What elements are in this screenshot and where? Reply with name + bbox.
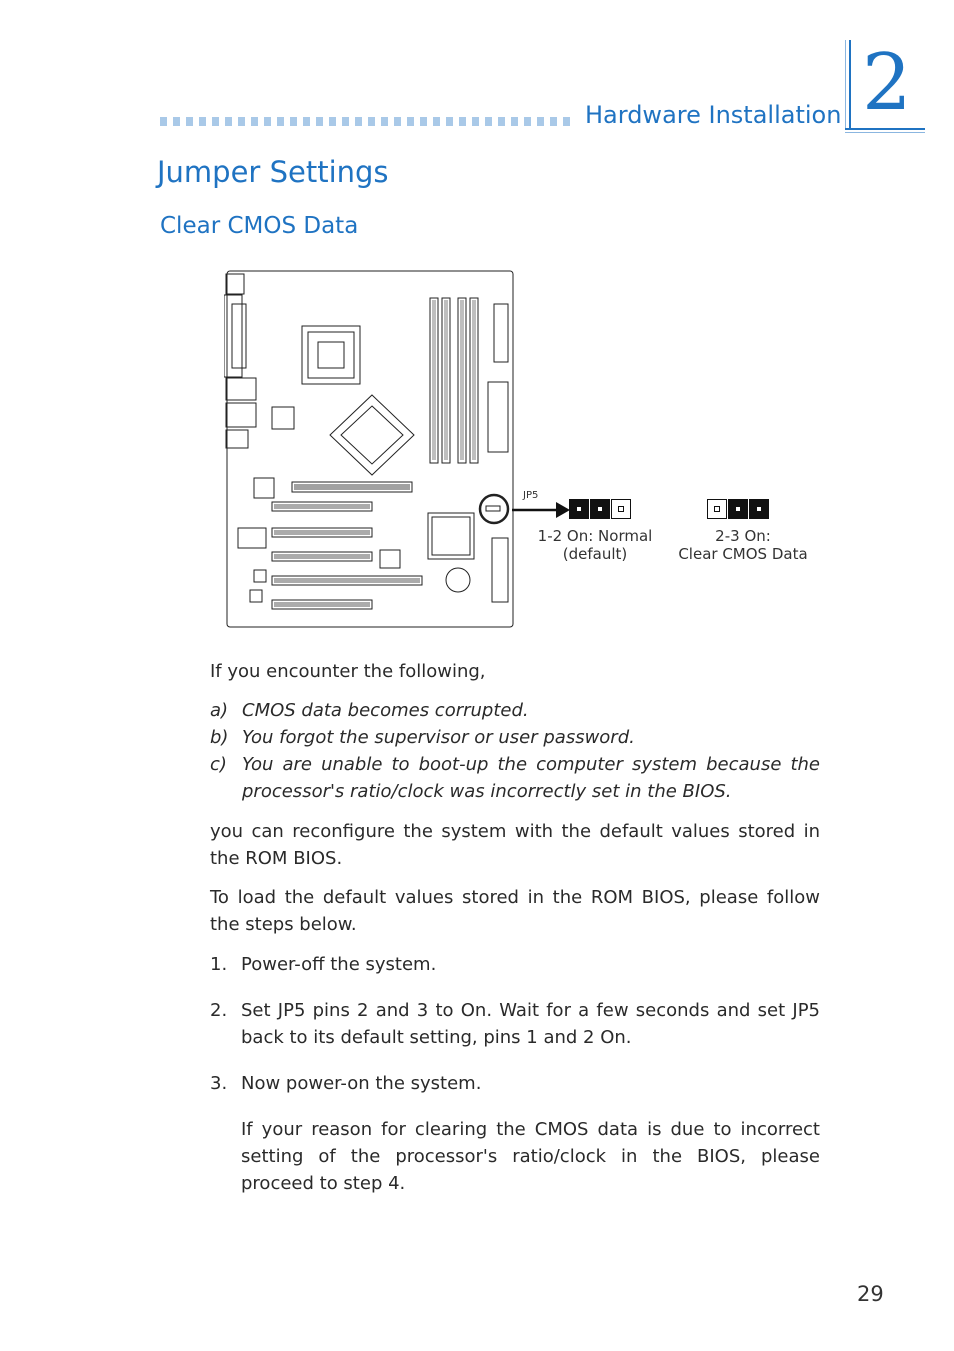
jumper-diagram-normal xyxy=(569,499,633,521)
caption-line: (default) xyxy=(562,545,628,563)
step-number: 3. xyxy=(210,1073,228,1094)
list-text: You forgot the supervisor or user password. xyxy=(242,727,635,748)
chapter-frame xyxy=(845,132,925,133)
step-item xyxy=(210,951,820,978)
caption-line: Clear CMOS Data xyxy=(678,545,808,563)
step-number: 2. xyxy=(210,1000,228,1021)
jumper-pin xyxy=(749,499,769,519)
caption-line: 1-2 On: Normal xyxy=(537,527,653,545)
list-item xyxy=(210,751,820,805)
list-text: CMOS data becomes corrupted. xyxy=(242,700,529,721)
step-text: Set JP5 pins 2 and 3 to On. Wait for a few seconds and set JP5 back to its default setting, pins 1 and 2 On. xyxy=(241,1000,820,1048)
jumper-pin xyxy=(728,499,748,519)
list-text: You are unable to boot-up the computer system because the processor's ratio/clock was incorrectly set in the BIOS. xyxy=(242,754,820,802)
chapter-frame xyxy=(845,128,925,130)
pointer-arrow-icon xyxy=(512,497,572,523)
condition-list xyxy=(210,697,820,805)
jumper-caption-clear xyxy=(668,527,818,563)
step-text: Now power-on the system. xyxy=(241,1073,482,1094)
list-item xyxy=(210,724,820,751)
jumper-pin xyxy=(590,499,610,519)
jumper-pin xyxy=(611,499,631,519)
chapter-number: 2 xyxy=(862,38,912,128)
jumper-diagram-clear xyxy=(707,499,771,521)
step-item xyxy=(210,1070,820,1097)
step-item xyxy=(210,997,820,1051)
caption-line: 2-3 On: xyxy=(715,527,771,545)
jumper-label: JP5 xyxy=(523,490,539,501)
section-title: Hardware Installation xyxy=(585,101,842,129)
jumper-pin xyxy=(707,499,727,519)
step-note: If your reason for clearing the CMOS data is due to incorrect setting of the processor's ratio/clock in the BIOS, please proceed to step 4. xyxy=(241,1119,820,1194)
paragraph: you can reconfigure the system with the default values stored in the ROM BIOS. xyxy=(210,821,820,869)
step-number: 1. xyxy=(210,954,228,975)
chapter-frame xyxy=(849,40,851,130)
chapter-frame xyxy=(845,40,846,130)
header-dotted-rule xyxy=(160,117,572,126)
page-title: Jumper Settings xyxy=(157,155,389,189)
page-number: 29 xyxy=(857,1282,884,1306)
step-text: Power-off the system. xyxy=(241,954,437,975)
list-marker: c) xyxy=(210,754,227,775)
paragraph: To load the default values stored in the ROM BIOS, please follow the steps below. xyxy=(210,887,820,935)
subsection-title: Clear CMOS Data xyxy=(160,213,359,239)
jumper-pin xyxy=(569,499,589,519)
list-item xyxy=(210,697,820,724)
intro-text: If you encounter the following, xyxy=(210,661,486,682)
motherboard-diagram xyxy=(224,270,514,628)
list-marker: a) xyxy=(210,700,229,721)
jumper-caption-normal xyxy=(520,527,670,563)
list-marker: b) xyxy=(210,727,229,748)
